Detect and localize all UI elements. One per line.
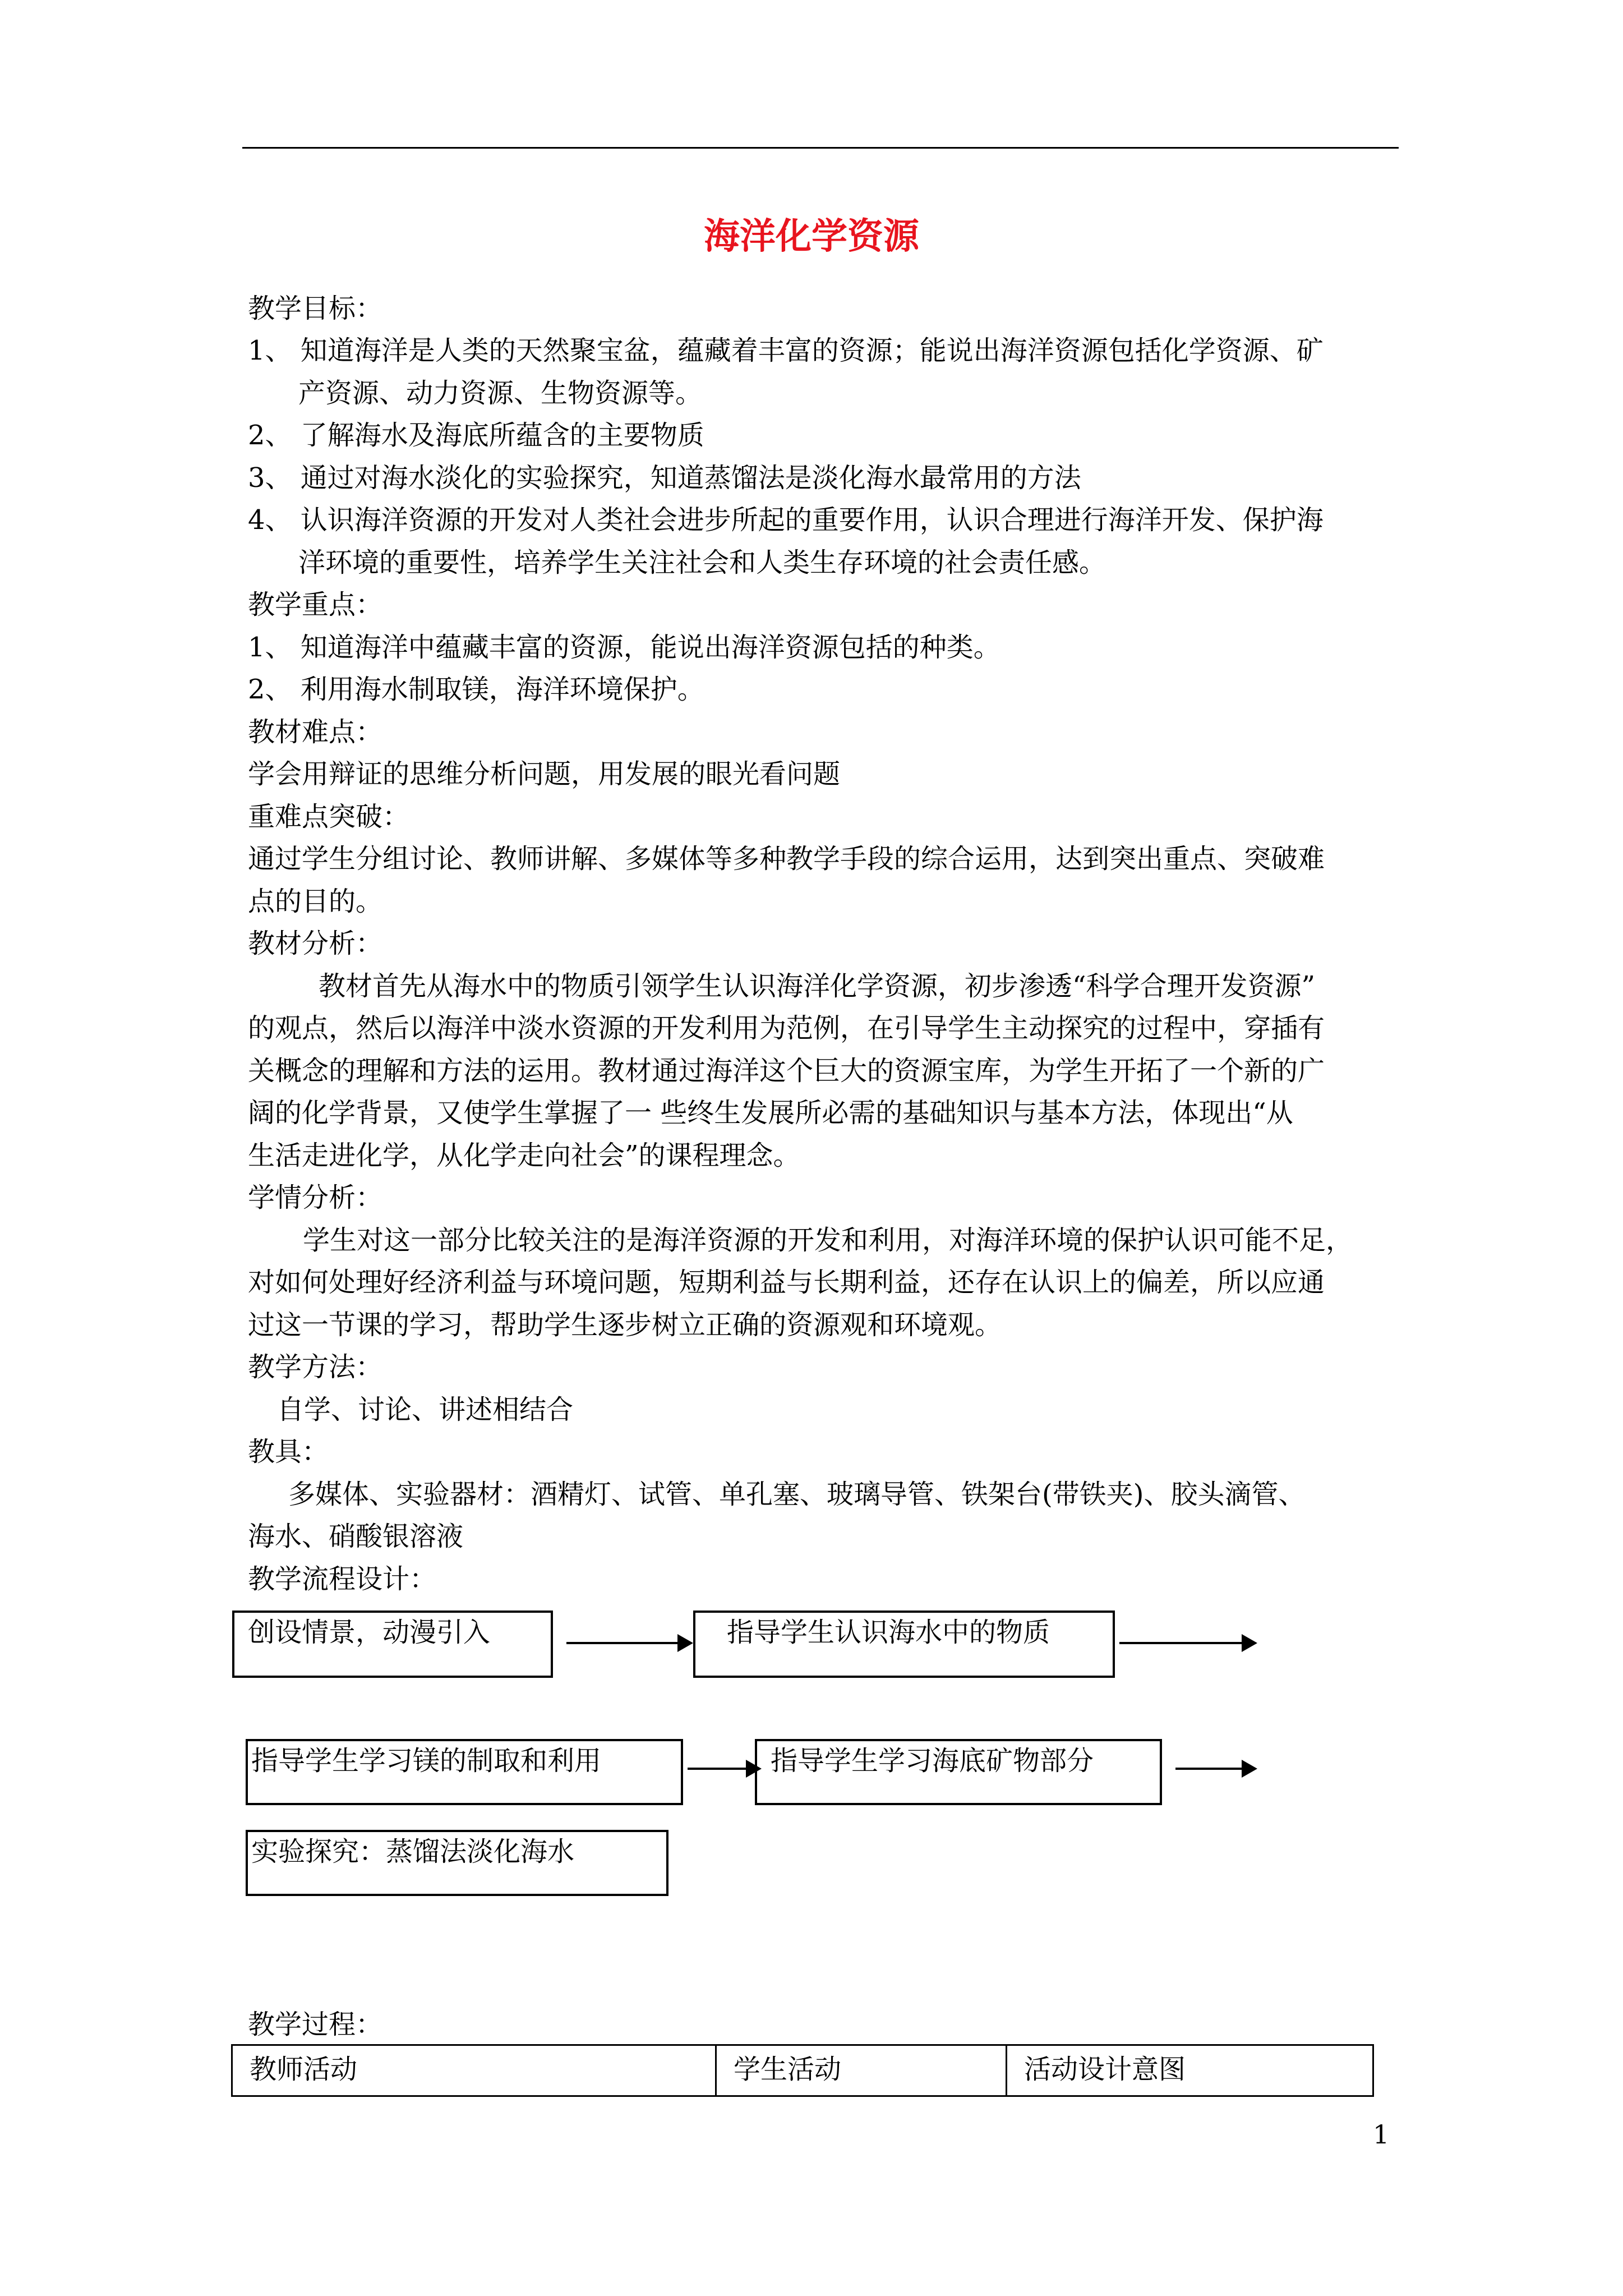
- analysis-paragraph-line-5: 生活走进化学，从化学走向社会”的课程理念。: [248, 1140, 800, 1171]
- students-paragraph-line-3: 过这一节课的学习，帮助学生逐步树立正确的资源观和环境观。: [248, 1309, 1002, 1341]
- table-header-intent: 活动设计意图: [1006, 2046, 1372, 2095]
- methods-text: 自学、讨论、讲述相结合: [277, 1394, 574, 1425]
- flow-arrow: [1119, 1642, 1243, 1644]
- tools-text: 多媒体、实验器材：酒精灯、试管、单孔塞、玻璃导管、铁架台(带铁夹)、胶头滴管、: [288, 1479, 1306, 1510]
- flow-box-intro: 创设情景，动漫引入: [232, 1611, 553, 1678]
- objective-2: 2、 了解海水及海底所蕴含的主要物质: [248, 420, 704, 451]
- header-rule: [242, 147, 1399, 149]
- section-heading-difficulty: 教材难点：: [248, 716, 383, 748]
- flow-arrow: [566, 1642, 679, 1644]
- flow-box-magnesium: 指导学生学习镁的制取和利用: [246, 1739, 683, 1805]
- section-heading-flow: 教学流程设计：: [248, 1563, 437, 1595]
- keypoint-2: 2、 利用海水制取镁，海洋环境保护。: [248, 674, 704, 705]
- objective-1: 1、 知道海洋是人类的天然聚宝盆，蕴藏着丰富的资源；能说出海洋资源包括化学资源、矿: [248, 335, 1324, 366]
- keypoint-1: 1、 知道海洋中蕴藏丰富的资源，能说出海洋资源包括的种类。: [248, 632, 1000, 663]
- analysis-paragraph-line-1: 教材首先从海水中的物质引领学生认识海洋化学资源，初步渗透“科学合理开发资源”: [319, 970, 1316, 1002]
- table-header-student: 学生活动: [715, 2046, 1006, 2095]
- section-heading-process: 教学过程：: [248, 2009, 383, 2040]
- objective-4-cont: 洋环境的重要性，培养学生关注社会和人类生存环境的社会责任感。: [298, 547, 1106, 578]
- section-heading-tools: 教具：: [248, 1436, 329, 1467]
- section-heading-objectives: 教学目标：: [248, 293, 383, 324]
- objective-3: 3、 通过对海水淡化的实验探究，知道蒸馏法是淡化海水最常用的方法: [248, 462, 1081, 494]
- breakthrough-text-cont: 点的目的。: [248, 886, 383, 917]
- flow-arrow: [688, 1768, 747, 1770]
- flow-box-minerals: 指导学生学习海底矿物部分: [755, 1739, 1162, 1805]
- flow-arrow: [1175, 1768, 1243, 1770]
- page-number: 1: [1373, 2119, 1390, 2150]
- breakthrough-text: 通过学生分组讨论、教师讲解、多媒体等多种教学手段的综合运用，达到突出重点、突破难: [248, 843, 1325, 875]
- analysis-paragraph-line-4: 阔的化学背景，又使学生掌握了一 些终生发展所必需的基础知识与基本方法，体现出“从: [248, 1097, 1293, 1129]
- analysis-paragraph-line-2: 的观点，然后以海洋中淡水资源的开发利用为范例，在引导学生主动探究的过程中，穿插有: [248, 1013, 1325, 1044]
- flow-box-experiment: 实验探究：蒸馏法淡化海水: [246, 1830, 668, 1896]
- table-header-teacher: 教师活动: [250, 2054, 358, 2085]
- document-title: 海洋化学资源: [704, 216, 919, 257]
- objective-1-cont: 产资源、动力资源、生物资源等。: [298, 378, 703, 409]
- objective-4: 4、 认识海洋资源的开发对人类社会进步所起的重要作用，认识合理进行海洋开发、保护海: [248, 504, 1324, 536]
- analysis-paragraph-line-3: 关概念的理解和方法的运用。教材通过海洋这个巨大的资源宝库，为学生开拓了一个新的广: [248, 1055, 1325, 1087]
- section-heading-breakthrough: 重难点突破：: [248, 801, 410, 832]
- students-paragraph-line-1: 学生对这一部分比较关注的是海洋资源的开发和利用，对海洋环境的保护认识可能不足，: [303, 1225, 1353, 1256]
- section-heading-keypoints: 教学重点：: [248, 589, 383, 620]
- section-heading-methods: 教学方法：: [248, 1351, 383, 1383]
- process-table-header: [231, 2044, 1374, 2097]
- tools-text-cont: 海水、硝酸银溶液: [248, 1521, 464, 1552]
- difficulty-text: 学会用辩证的思维分析问题，用发展的眼光看问题: [248, 758, 841, 790]
- students-paragraph-line-2: 对如何处理好经济利益与环境问题，短期利益与长期利益，还存在认识上的偏差，所以应通: [248, 1267, 1325, 1298]
- section-heading-analysis: 教材分析：: [248, 928, 383, 959]
- flow-box-seawater: 指导学生认识海水中的物质: [693, 1611, 1115, 1678]
- section-heading-students: 学情分析：: [248, 1182, 383, 1213]
